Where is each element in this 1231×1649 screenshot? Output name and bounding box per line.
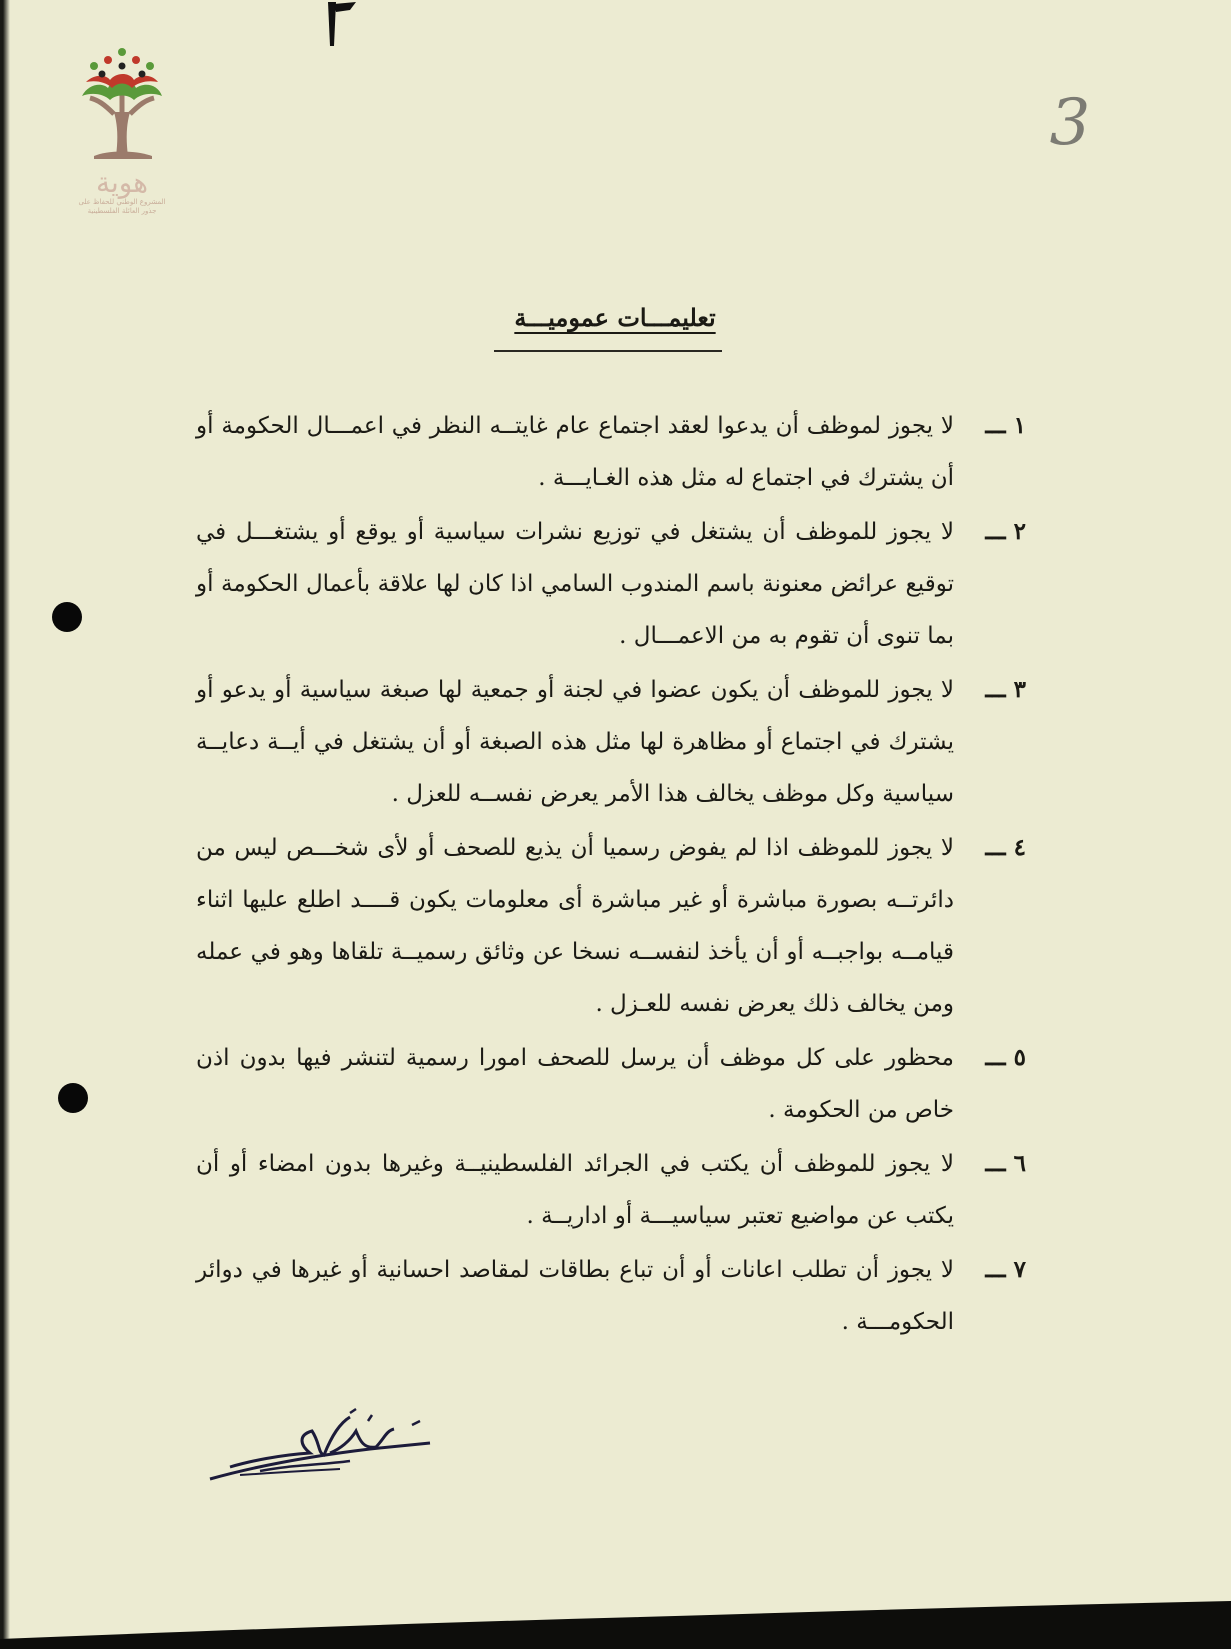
scan-left-edge bbox=[0, 0, 10, 1649]
item-text: لا يجوز للموظف أن يكون عضوا في لجنة أو جمعية لها صبغة سياسية أو يدعو أو يشترك في اجتماع أو مظاهرة لها مثل هذه الصبغة أو أن يشتغل في أيــة دعايــة سياسية وكل موظف يخالف هذا الأمر يعرض نفســه للعزل . bbox=[196, 677, 954, 807]
item-number: ٥ ـــ bbox=[985, 1044, 1026, 1071]
instruction-item bbox=[196, 664, 1026, 820]
instruction-item bbox=[196, 822, 1026, 1030]
watermark-logo bbox=[58, 44, 186, 254]
item-number: ٦ ـــ bbox=[985, 1150, 1026, 1177]
item-number: ٣ ـــ bbox=[985, 676, 1026, 703]
item-text: لا يجوز للموظف أن يكتب في الجرائد الفلسطينيــة وغيرها بدون امضاء أو أن يكتب عن مواضيع تعتبر سياسيـــة أو اداريــة . bbox=[196, 1151, 954, 1229]
instruction-item bbox=[196, 1138, 1026, 1242]
item-text: لا يجوز للموظف اذا لم يفوض رسميا أن يذيع للصحف أو لأى شخـــص ليس من دائرتــه بصورة مباشرة أو غير مباشرة أى معلومات يكون قــــد اطلع عليها اثناء قيامــه بواجبــه أو أن يأخذ لنفســه نسخا عن وثائق رسميــة تلقاها وهو في عمله ومن يخالف ذلك يعرض نفسه للعـزل . bbox=[196, 835, 954, 1017]
title-underline bbox=[494, 350, 722, 352]
handwritten-page-number: 3 bbox=[1049, 86, 1091, 160]
item-number: ٧ ـــ bbox=[985, 1256, 1026, 1283]
item-text: لا يجوز لموظف أن يدعوا لعقد اجتماع عام غايتــه النظر في اعمـــال الحكومة أو أن يشترك في اجتماع له مثل هذه الغـايـــة . bbox=[196, 413, 954, 491]
item-number: ٢ ـــ bbox=[985, 518, 1026, 545]
punch-hole bbox=[52, 602, 82, 632]
item-number: ٤ ـــ bbox=[985, 834, 1026, 861]
instruction-item bbox=[196, 1244, 1026, 1348]
item-text: لا يجوز للموظف أن يشتغل في توزيع نشرات سياسية أو يوقع أو يشتغـــل في توقيع عرائض معنونة باسم المندوب السامي اذا كان لها علاقة بأعمال الحكومة أو بما تنوى أن تقوم به من الاعمـــال . bbox=[196, 519, 954, 649]
instruction-item bbox=[196, 1032, 1026, 1136]
item-text: لا يجوز أن تطلب اعانات أو أن تباع بطاقات لمقاصد احسانية أو غيرها في دوائر الحكومـــة . bbox=[196, 1257, 954, 1335]
item-number: ١ ـــ bbox=[985, 412, 1026, 439]
ink-mark bbox=[326, 0, 366, 48]
logo-caption-line-2: جذور العائلة الفلسطينية bbox=[87, 207, 157, 215]
tree-logo-icon bbox=[74, 44, 170, 164]
instruction-item bbox=[196, 506, 1026, 662]
item-text: محظور على كل موظف أن يرسل للصحف امورا رسمية لتنشر فيها بدون اذن خاص من الحكومة . bbox=[196, 1045, 954, 1123]
instruction-item bbox=[196, 400, 1026, 504]
document-title: تعليمـــات عموميـــة bbox=[514, 303, 716, 332]
scan-bottom-edge bbox=[0, 1579, 1231, 1649]
punch-hole bbox=[58, 1083, 88, 1113]
logo-wordmark: هوية bbox=[95, 166, 149, 199]
handwritten-signature bbox=[200, 1395, 450, 1495]
instructions-list bbox=[196, 400, 1026, 1350]
logo-caption-line-1: المشروع الوطني للحفاظ على bbox=[78, 198, 166, 206]
